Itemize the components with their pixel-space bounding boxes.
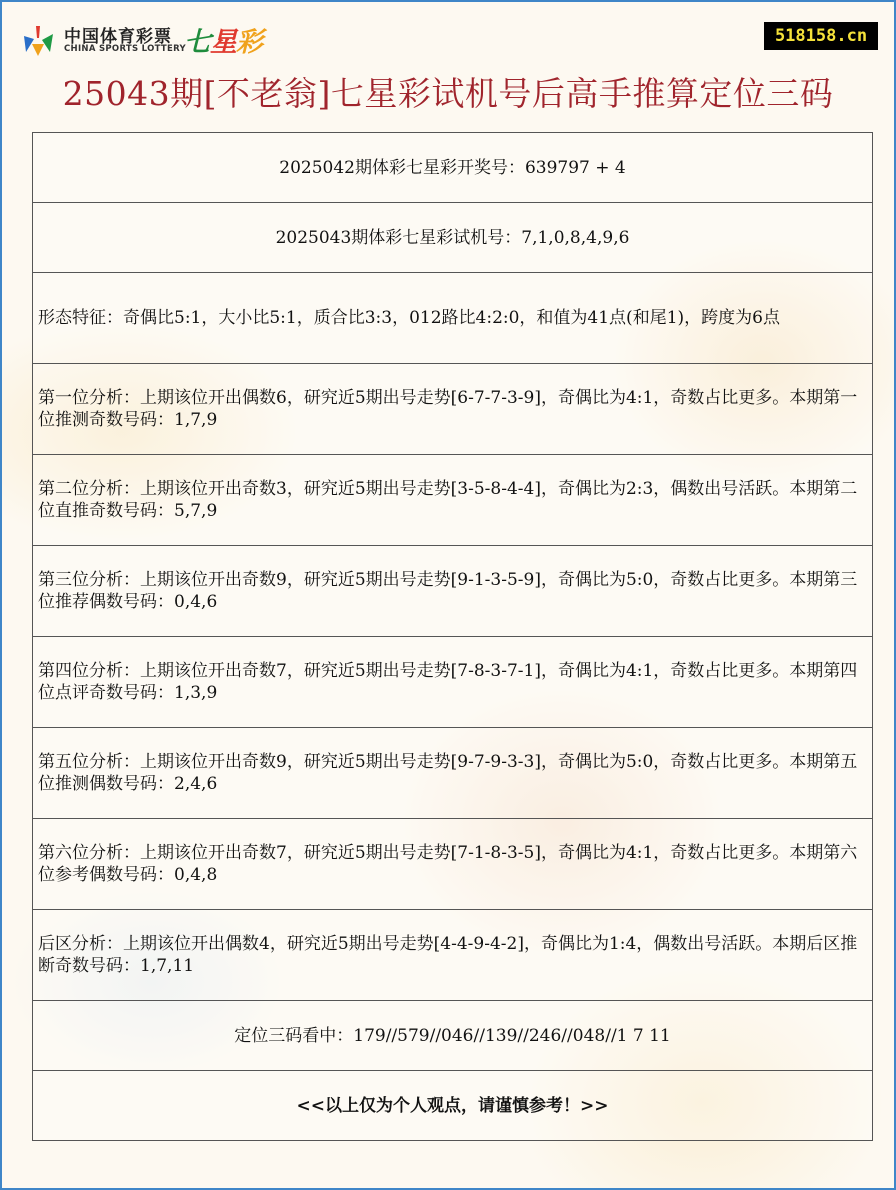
table-row [33,819,873,910]
back-zone-analysis-cell: 后区分析：上期该位开出偶数4，研究近5期出号走势[4-4-9-4-2]，奇偶比为1:4，偶数出号活跃。本期后区推断奇数号码：1,7,11 [33,910,873,1001]
site-badge[interactable]: 518158.cn [764,22,878,50]
table-row [33,546,873,637]
table-row [33,364,873,455]
draw-result-cell: 2025042期体彩七星彩开奖号：639797 + 4 [33,133,873,203]
logo-chinese-text: 中国体育彩票 [64,27,172,47]
table-row [33,1001,873,1071]
test-number-cell: 2025043期体彩七星彩试机号：7,1,0,8,4,9,6 [33,203,873,273]
table-row [33,133,873,203]
table-row [33,1071,873,1141]
table-row [33,728,873,819]
position-6-analysis-cell: 第六位分析：上期该位开出奇数7，研究近5期出号走势[7-1-8-3-5]，奇偶比为4:1，奇数占比更多。本期第六位参考偶数号码：0,4,8 [33,819,873,910]
prediction-table [32,132,873,1141]
positional-picks-cell: 定位三码看中：179//579//046//139//246//048//1 7 11 [33,1001,873,1071]
logo-brand-char: 七 [184,27,210,58]
page-title: 25043期[不老翁]七星彩试机号后高手推算定位三码 [62,74,834,113]
logo-english-text: CHINA SPORTS LOTTERY [64,44,186,54]
logo-brand-char: 彩 [236,27,262,58]
logo-brand-char: 星 [210,27,236,58]
position-1-analysis-cell: 第一位分析：上期该位开出偶数6，研究近5期出号走势[6-7-7-3-9]，奇偶比为4:1，奇数占比更多。本期第一位推测奇数号码：1,7,9 [33,364,873,455]
lottery-star-icon [20,22,56,58]
table-row [33,455,873,546]
table-row [33,203,873,273]
table-row [33,910,873,1001]
table-row [33,273,873,364]
position-5-analysis-cell: 第五位分析：上期该位开出奇数9，研究近5期出号走势[9-7-9-3-3]，奇偶比为5:0，奇数占比更多。本期第五位推测偶数号码：2,4,6 [33,728,873,819]
position-4-analysis-cell: 第四位分析：上期该位开出奇数7，研究近5期出号走势[7-8-3-7-1]，奇偶比为4:1，奇数占比更多。本期第四位点评奇数号码：1,3,9 [33,637,873,728]
disclaimer-cell: <<以上仅为个人观点，请谨慎参考！>> [33,1071,873,1141]
china-sports-lottery-logo [20,20,280,60]
pattern-features-cell: 形态特征：奇偶比5:1，大小比5:1，质合比3:3，012路比4:2:0，和值为41点(和尾1)，跨度为6点 [33,273,873,364]
position-3-analysis-cell: 第三位分析：上期该位开出奇数9，研究近5期出号走势[9-1-3-5-9]，奇偶比为5:0，奇数占比更多。本期第三位推荐偶数号码：0,4,6 [33,546,873,637]
logo-brand-text [184,20,262,59]
table-row [33,637,873,728]
position-2-analysis-cell: 第二位分析：上期该位开出奇数3，研究近5期出号走势[3-5-8-4-4]，奇偶比为2:3，偶数出号活跃。本期第二位直推奇数号码：5,7,9 [33,455,873,546]
